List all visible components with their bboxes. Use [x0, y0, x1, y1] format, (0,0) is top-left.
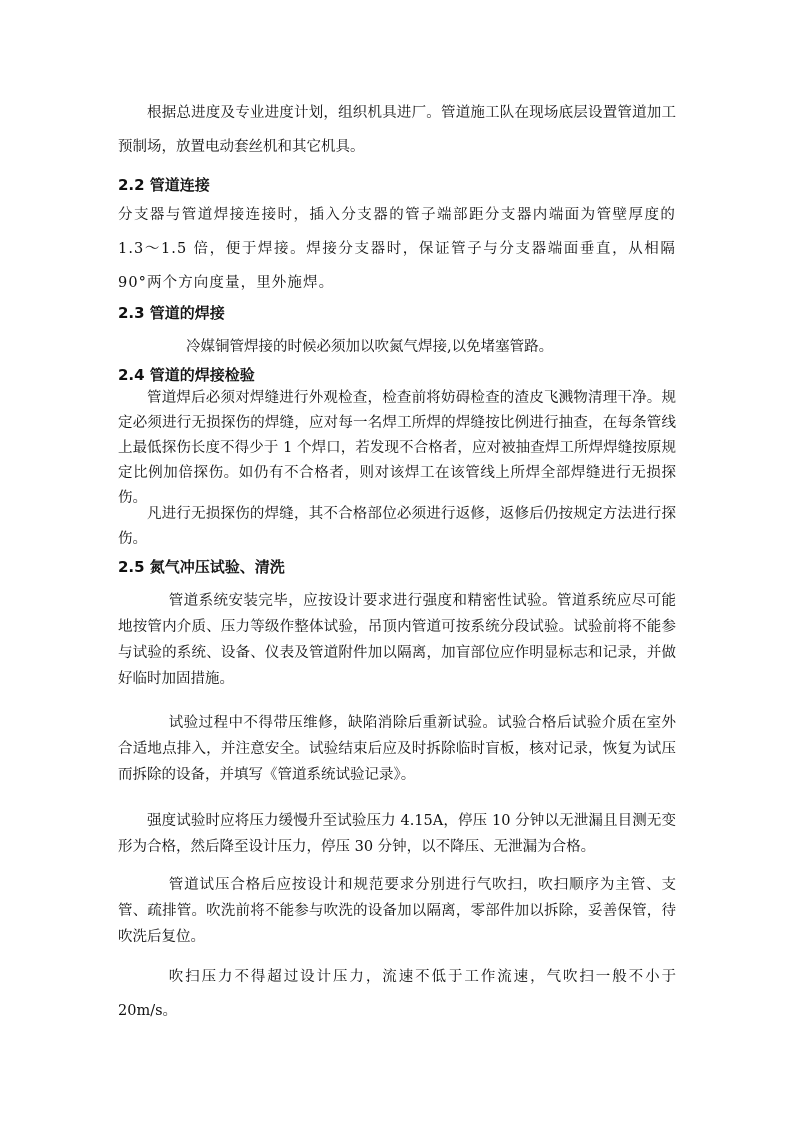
section-2-3-paragraph: 冷媒铜管焊接的时候必须加以吹氮气焊接,以免堵塞管路。 [186, 339, 554, 355]
section-2-5-paragraph-5: 吹扫压力不得超过设计压力，流速不低于工作流速，气吹扫一般不小于 20m/s。 [118, 969, 676, 1019]
section-2-5-paragraph-4: 管道试压合格后应按设计和规范要求分别进行气吹扫，吹扫顺序为主管、支管、疏排管。吹洗前将不能参与吹洗的设备加以隔离，零部件加以拆除，妥善保管，待吹洗后复位。 [118, 877, 676, 945]
section-2-5-paragraph-1: 管道系统安装完毕，应按设计要求进行强度和精密性试验。管道系统应尽可能地按管内介质、压力等级作整体试验，吊顶内管道可按系统分段试验。试验前将不能参与试验的系统、设备、仪表及管道附件加以隔离，加盲部位应作明显标志和记录，并做好临时加固措施。 [118, 593, 676, 687]
section-heading-2-5: 2.5 氮气冲压试验、清洗 [118, 558, 285, 576]
section-heading-2-3: 2.3 管道的焊接 [118, 304, 225, 322]
section-heading-2-2: 2.2 管道连接 [118, 176, 210, 194]
section-heading-2-4: 2.4 管道的焊接检验 [118, 366, 255, 384]
section-2-5-paragraph-2: 试验过程中不得带压维修，缺陷消除后重新试验。试验合格后试验介质在室外合适地点排入，并注意安全。试验结束后应及时拆除临时盲板，核对记录，恢复为试压而拆除的设备，并填写《管道系统试验记录》。 [118, 715, 676, 783]
section-2-5-paragraph-3: 强度试验时应将压力缓慢升至试验压力 4.15A，停压 10 分钟以无泄漏且目测无变形为合格，然后降至设计压力，停压 30 分钟，以不降压、无泄漏为合格。 [118, 813, 676, 855]
intro-paragraph: 根据总进度及专业进度计划，组织机具进厂。管道施工队在现场底层设置管道加工预制场，放置电动套丝机和其它机具。 [118, 105, 676, 155]
section-2-4-paragraph-1: 管道焊后必须对焊缝进行外观检查，检查前将妨碍检查的渣皮飞溅物清理干净。规定必须进行无损探伤的焊缝，应对每一名焊工所焊的焊缝按比例进行抽查，在每条管线上最低探伤长度不得少于 1 个焊口，若发现不合格者，应对被抽查焊工所焊焊缝按原规定比例加倍探伤。如仍有不合格者，则对该焊工在该管线上所焊全部焊缝进行无损探伤。 [118, 390, 676, 506]
section-2-2-paragraph: 分支器与管道焊接连接时，插入分支器的管子端部距分支器内端面为管壁厚度的 1.3～1.5 倍，便于焊接。焊接分支器时，保证管子与分支器端面垂直，从相隔 90°两个方向度量，里外施焊。 [118, 207, 676, 291]
section-2-4-paragraph-2: 凡进行无损探伤的焊缝，其不合格部位必须进行返修，返修后仍按规定方法进行探伤。 [118, 506, 676, 547]
